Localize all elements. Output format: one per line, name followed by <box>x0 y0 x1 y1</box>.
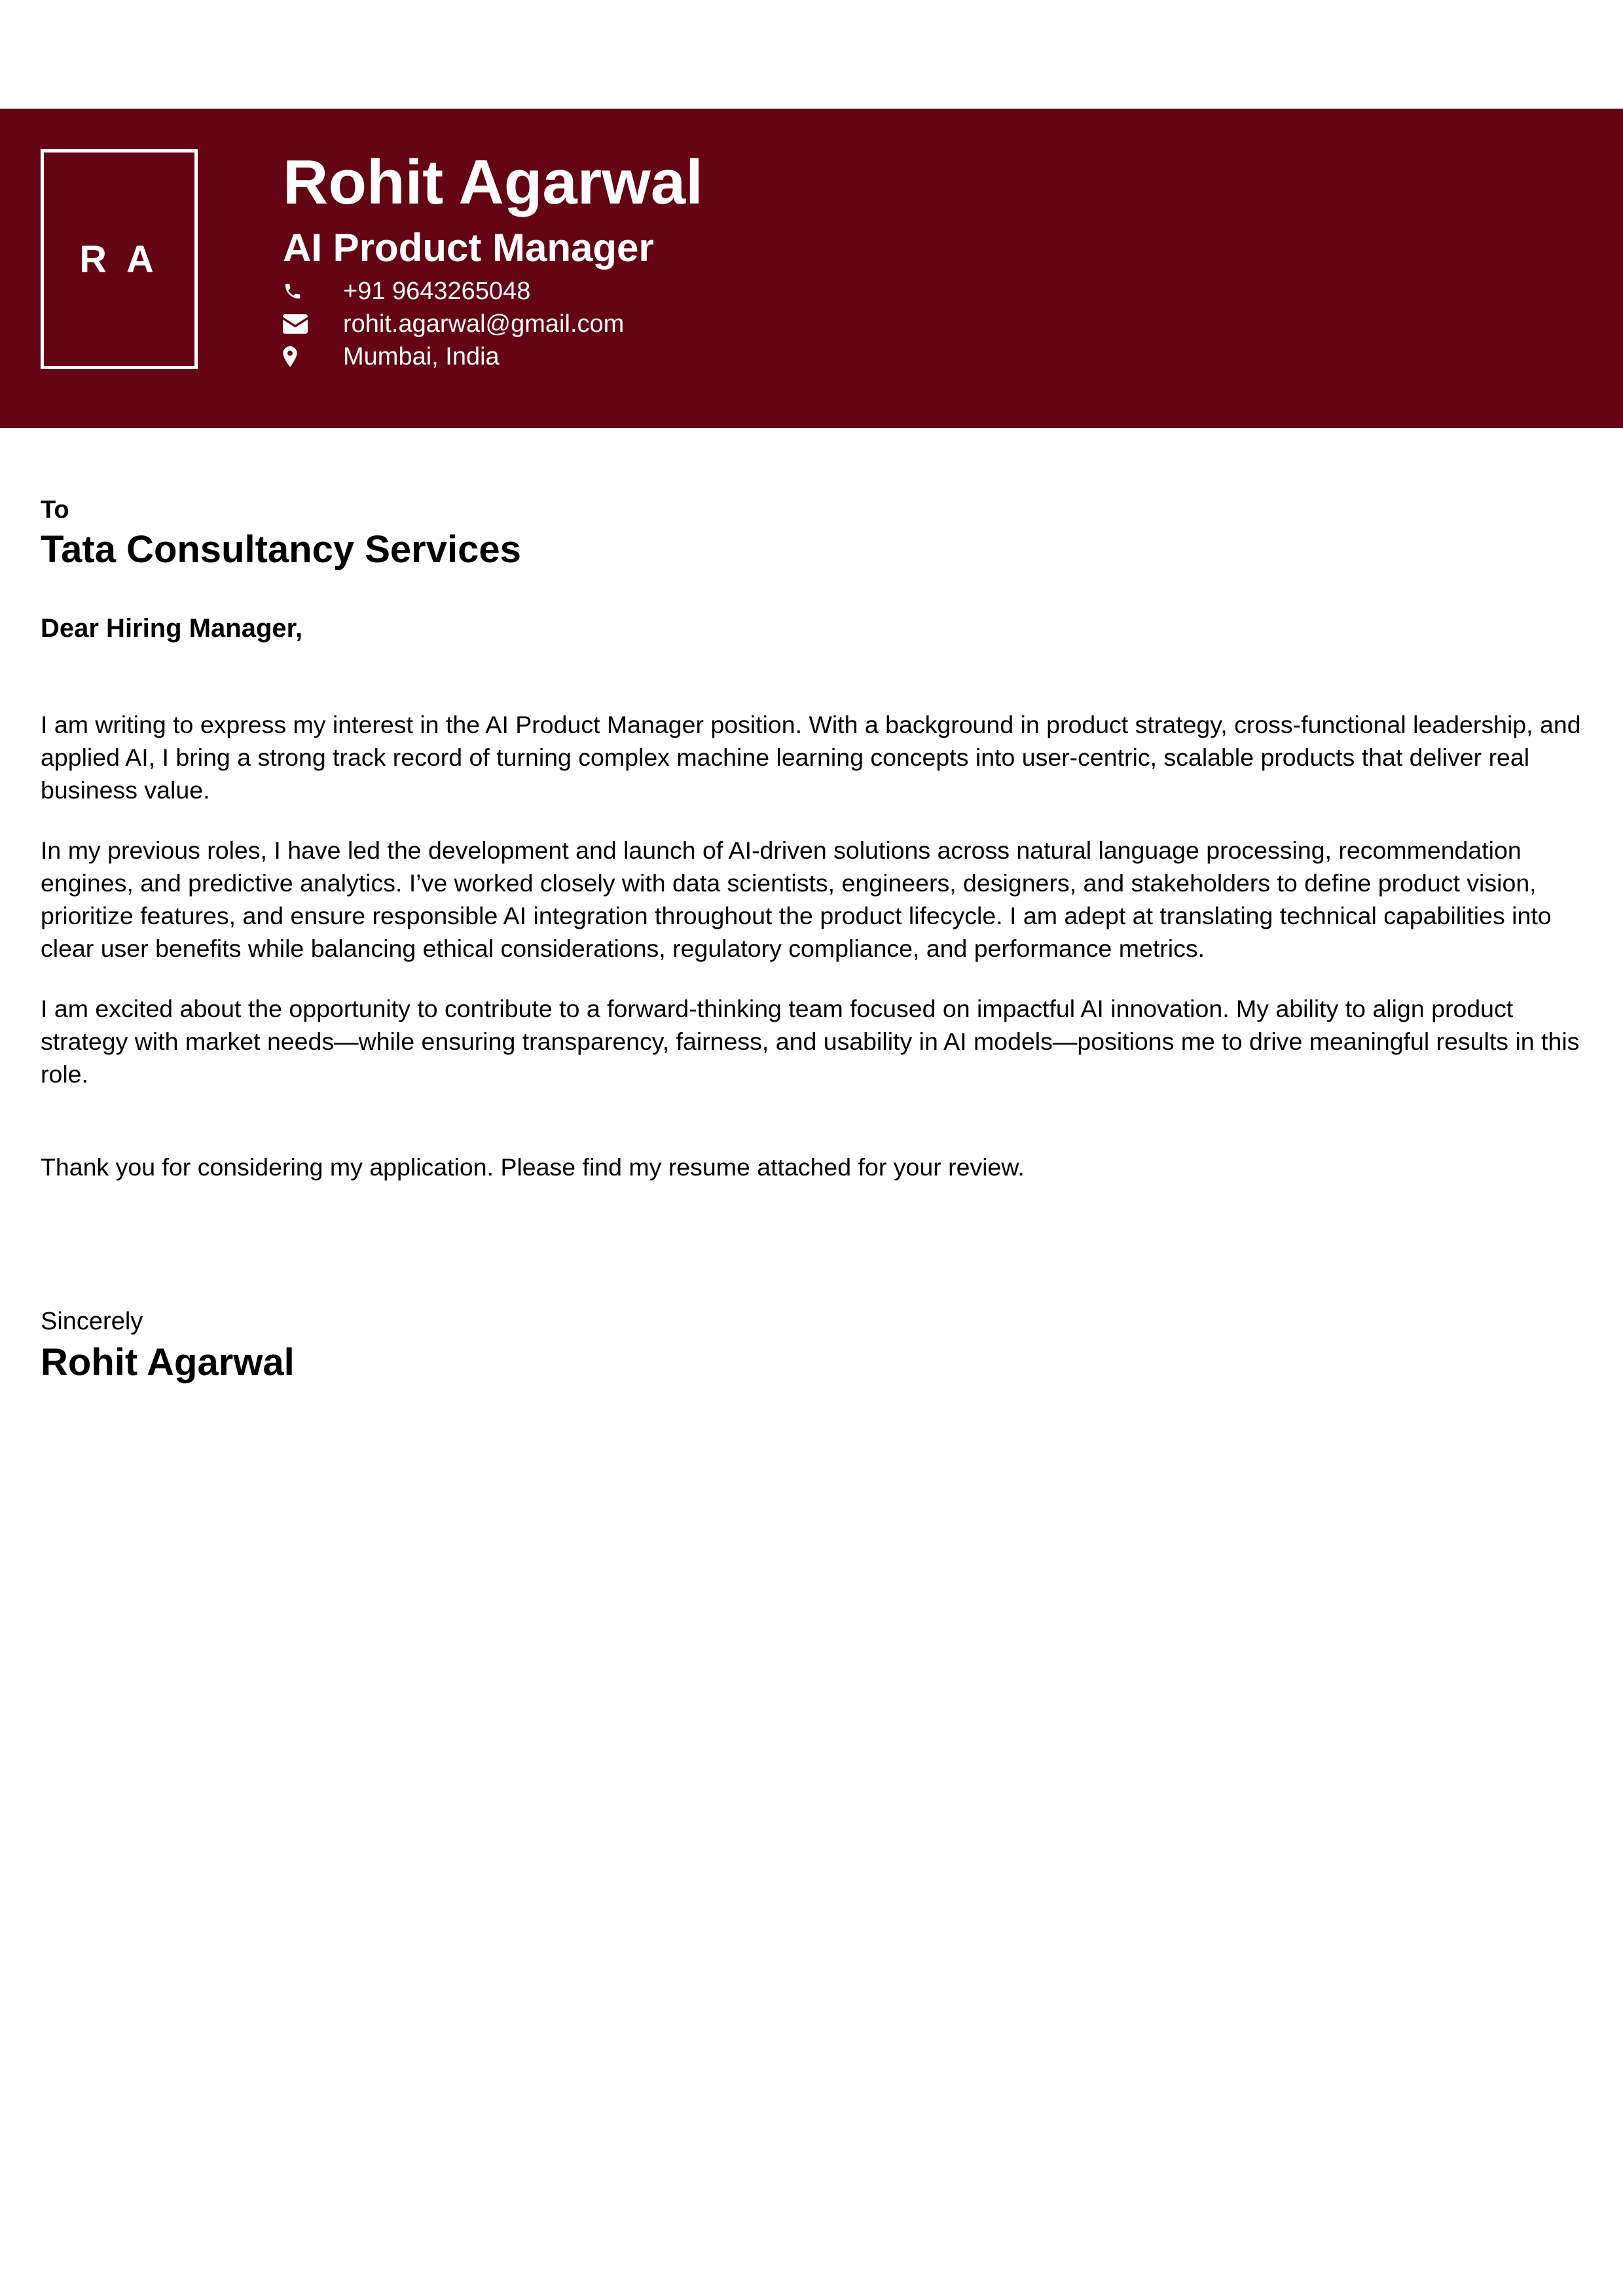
recipient-label: To <box>41 496 69 524</box>
location-text: Mumbai, India <box>343 342 500 370</box>
applicant-name: Rohit Agarwal <box>283 147 703 217</box>
phone-icon <box>283 275 343 308</box>
contact-location <box>283 340 500 373</box>
email-text: rohit.agarwal@gmail.com <box>343 310 625 338</box>
body-paragraph-1: I am writing to express my interest in the AI Product Manager position. With a background in product strategy, cross-functional leadership, and applied AI, I bring a strong track record of turning complex machine learning concepts into user-centric, scalable products that deliver real business value. <box>41 711 1581 804</box>
body-paragraph-2: In my previous roles, I have led the development and launch of AI-driven solutions across natural language processing, recommendation engines, and predictive analytics. I’ve worked closely with data scientists, engineers, designers, and stakeholders to define product vision, prioritize features, and ensure responsible AI integration throughout the product lifecycle. I am adept at translating technical capabilities into clear user benefits while balancing ethical considerations, regulatory compliance, and performance metrics. <box>41 836 1552 962</box>
recipient-company: Tata Consultancy Services <box>41 528 521 571</box>
signature-name: Rohit Agarwal <box>41 1341 295 1384</box>
monogram-box <box>41 149 198 369</box>
envelope-icon <box>283 308 343 340</box>
body-paragraph-4: Thank you for considering my application. Please find my resume attached for your review. <box>41 1153 1025 1181</box>
applicant-title: AI Product Manager <box>283 226 654 270</box>
salutation: Dear Hiring Manager, <box>41 614 303 643</box>
header-banner <box>0 109 1623 428</box>
body-paragraph-3: I am excited about the opportunity to contribute to a forward-thinking team focused on impactful AI innovation. My ability to align product strategy with market needs—while ensuring transparency, fairness, and usability in AI models—positions me to drive meaningful results in this role. <box>41 995 1580 1088</box>
phone-text: +91 9643265048 <box>343 277 531 305</box>
initials: R A <box>79 238 159 281</box>
contact-phone <box>283 275 530 308</box>
contact-email <box>283 308 624 340</box>
map-marker-icon <box>283 340 343 373</box>
closing-phrase: Sincerely <box>41 1308 143 1335</box>
